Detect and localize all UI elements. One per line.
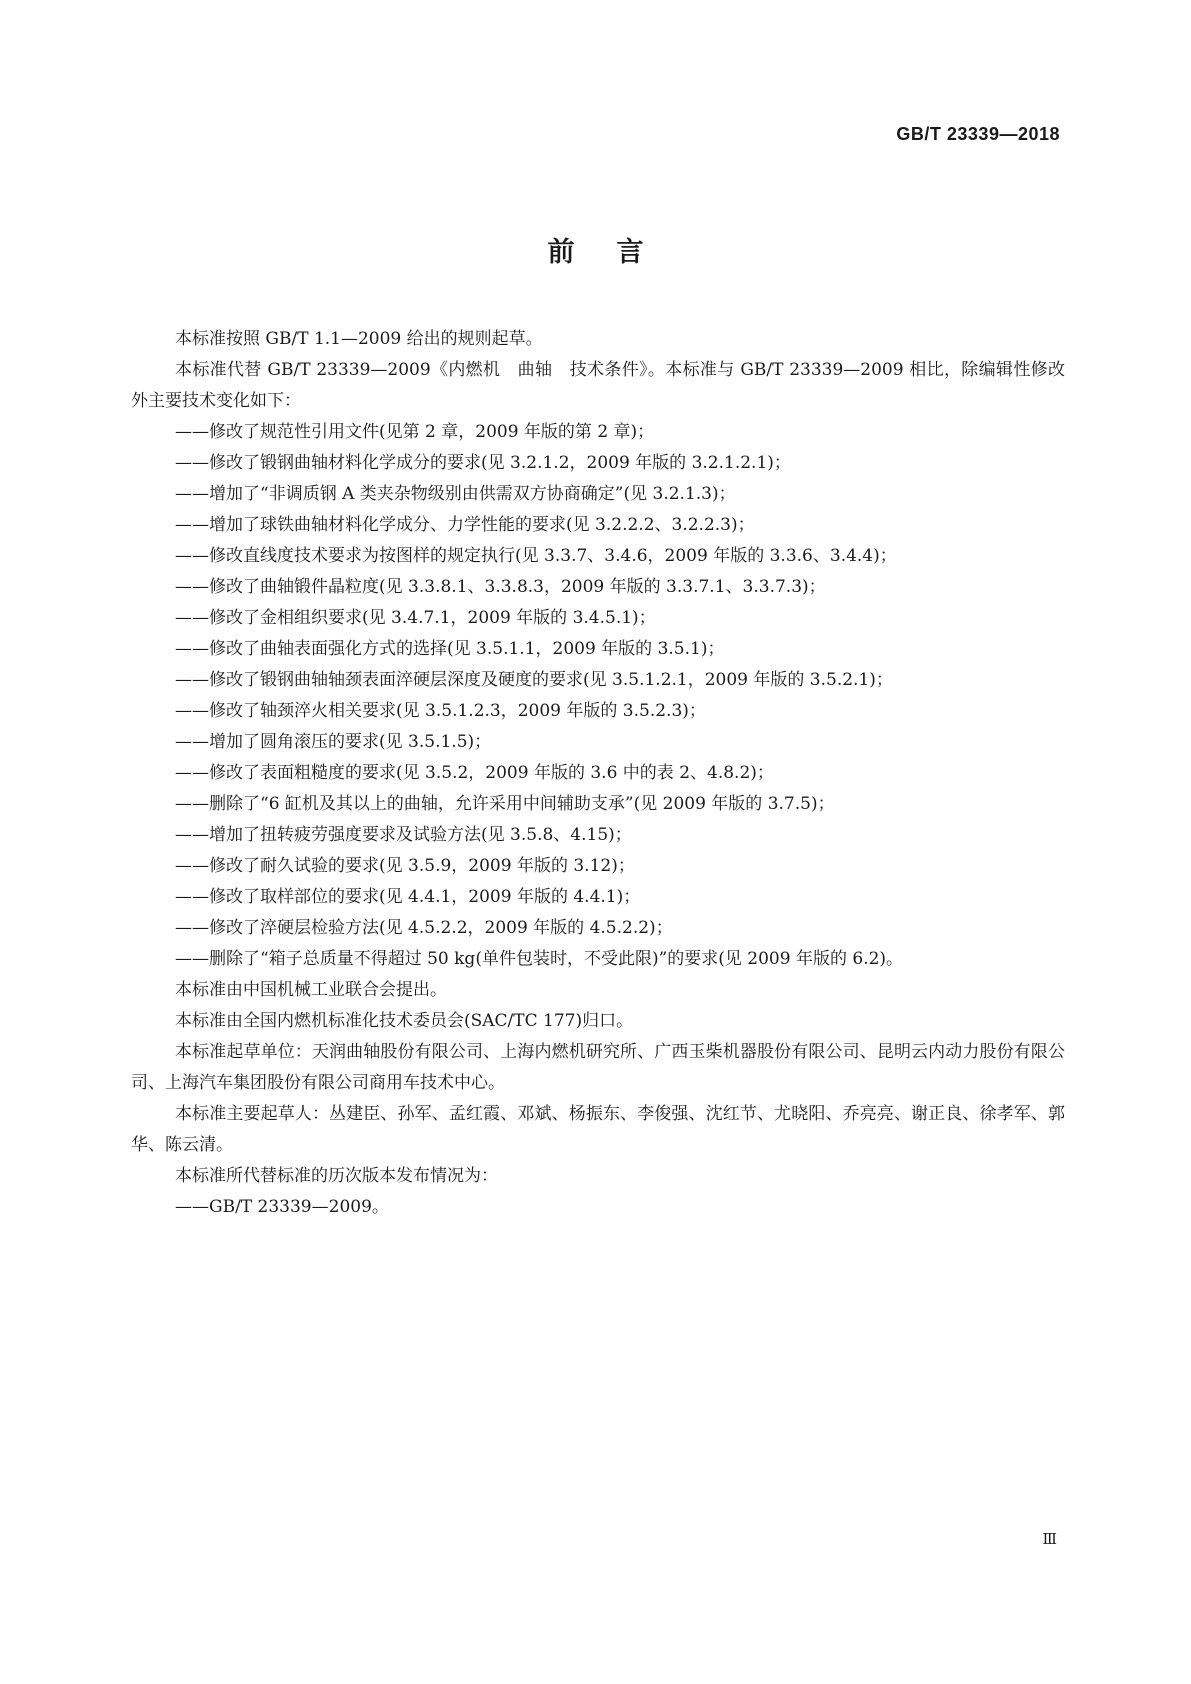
standard-code: GB/T 23339—2018 (896, 124, 1060, 144)
list-item: ——修改了轴颈淬火相关要求(见 3.5.1.2.3，2009 年版的 3.5.2.3)； (175, 701, 706, 721)
list-item: ——删除了“箱子总质量不得超过 50 kg(单件包装时，不受此限)”的要求(见 2009 年版的 6.2)。 (175, 949, 904, 969)
paragraph-committee: 本标准由全国内燃机标准化技术委员会(SAC/TC 177)归口。 (175, 1011, 634, 1031)
paragraph-drafters: 本标准主要起草人：丛建臣、孙军、孟红霞、邓斌、杨振东、李俊强、沈红节、尤晓阳、乔亮亮、谢正良、徐孝军、郭华、陈云清。 (131, 1104, 1065, 1155)
list-item: ——修改直线度技术要求为按图样的规定执行(见 3.3.7、3.4.6，2009 年版的 3.3.6、3.4.4)； (175, 546, 897, 566)
list-item: ——修改了锻钢曲轴轴颈表面淬硬层深度及硬度的要求(见 3.5.1.2.1，2009 年版的 3.5.2.1)； (175, 670, 893, 690)
list-item: ——增加了扭转疲劳强度要求及试验方法(见 3.5.8、4.15)； (175, 825, 632, 845)
list-item: ——修改了锻钢曲轴材料化学成分的要求(见 3.2.1.2，2009 年版的 3.2.1.2.1)； (175, 453, 791, 473)
list-item: ——修改了耐久试验的要求(见 3.5.9，2009 年版的 3.12)； (175, 856, 635, 876)
list-item: ——增加了圆角滚压的要求(见 3.5.1.5)； (175, 732, 492, 752)
page-title: 前言 (547, 237, 686, 268)
paragraph-proposer: 本标准由中国机械工业联合会提出。 (175, 980, 447, 1000)
list-item: ——增加了“非调质钢 A 类夹杂物级别由供需双方协商确定”(见 3.2.1.3)； (175, 484, 736, 504)
list-item: ——修改了淬硬层检验方法(见 4.5.2.2，2009 年版的 4.5.2.2)； (175, 918, 673, 938)
page-number: Ⅲ (1042, 1530, 1058, 1548)
paragraph-drafting-rules: 本标准按照 GB/T 1.1—2009 给出的规则起草。 (175, 329, 543, 349)
changes-list (131, 417, 1065, 975)
list-item: ——修改了表面粗糙度的要求(见 3.5.2，2009 年版的 3.6 中的表 2、4.8.2)； (175, 763, 774, 783)
paragraph-history-intro: 本标准所代替标准的历次版本发布情况为： (175, 1166, 498, 1186)
document-body (131, 324, 1065, 1223)
list-item: ——修改了金相组织要求(见 3.4.7.1，2009 年版的 3.4.5.1)； (175, 608, 656, 628)
list-item: ——增加了球铁曲轴材料化学成分、力学性能的要求(见 3.2.2.2、3.2.2.3)； (175, 515, 755, 535)
list-item: ——删除了“6 缸机及其以上的曲轴，允许采用中间辅助支承”(见 2009 年版的 3.7.5)； (175, 794, 835, 814)
list-item: ——修改了取样部位的要求(见 4.4.1，2009 年版的 4.4.1)； (175, 887, 641, 907)
paragraph-drafting-units: 本标准起草单位：天润曲轴股份有限公司、上海内燃机研究所、广西玉柴机器股份有限公司、昆明云内动力股份有限公司、上海汽车集团股份有限公司商用车技术中心。 (131, 1042, 1065, 1093)
list-item: ——GB/T 23339—2009。 (175, 1197, 389, 1217)
list-item: ——修改了规范性引用文件(见第 2 章，2009 年版的第 2 章)； (175, 422, 655, 442)
list-item: ——修改了曲轴表面强化方式的选择(见 3.5.1.1，2009 年版的 3.5.1)； (175, 639, 725, 659)
paragraph-replacement: 本标准代替 GB/T 23339—2009《内燃机 曲轴 技术条件》。本标准与 GB/T 23339—2009 相比，除编辑性修改外主要技术变化如下： (131, 360, 1065, 411)
list-item: ——修改了曲轴锻件晶粒度(见 3.3.8.1、3.3.8.3，2009 年版的 3.3.7.1、3.3.7.3)； (175, 577, 826, 597)
history-list (131, 1192, 1065, 1223)
